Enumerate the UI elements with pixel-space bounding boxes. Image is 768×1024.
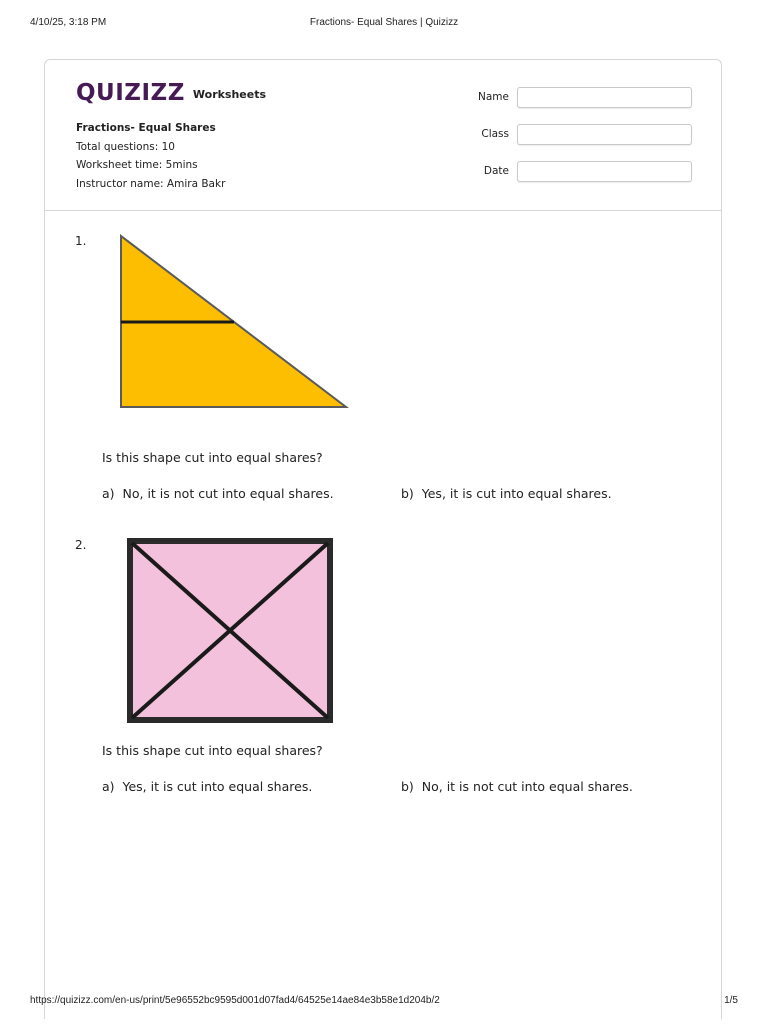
square-image [126, 537, 334, 725]
date-input[interactable] [517, 161, 692, 182]
worksheet-meta [76, 119, 225, 193]
print-footer [0, 995, 768, 1009]
worksheet-header [45, 60, 721, 211]
question-prompt: Is this shape cut into equal shares? [102, 743, 323, 758]
name-input[interactable] [517, 87, 692, 108]
print-header [0, 17, 768, 31]
question-number: 2. [75, 538, 87, 552]
logo-wordmark: QUIZIZZ [76, 80, 185, 106]
quizizz-logo [76, 79, 266, 107]
date-field-row [445, 161, 693, 183]
class-label: Class [481, 128, 509, 140]
option-text: No, it is not cut into equal shares. [122, 486, 334, 501]
class-input[interactable] [517, 124, 692, 145]
option-b [401, 779, 633, 794]
option-a [102, 486, 334, 501]
logo-tagline: Worksheets [192, 87, 267, 101]
option-text: Yes, it is cut into equal shares. [122, 779, 313, 794]
page-number: 1/5 [724, 995, 738, 1006]
print-datetime: 4/10/25, 3:18 PM [30, 17, 107, 28]
total-questions: Total questions: 10 [76, 140, 175, 153]
question-prompt: Is this shape cut into equal shares? [102, 450, 323, 465]
print-title: Fractions- Equal Shares | Quizizz [309, 17, 459, 28]
name-field-row [445, 87, 693, 109]
class-field-row [445, 124, 693, 146]
option-letter: a) [102, 779, 115, 794]
triangle-image [118, 234, 350, 410]
date-label: Date [483, 165, 509, 177]
option-b [401, 486, 612, 501]
print-url: https://quizizz.com/en-us/print/5e96552bc9595d001d07fad4/64525e14ae84e3b58e1d204b/2 [30, 995, 440, 1006]
question-number: 1. [75, 234, 87, 248]
option-letter: a) [102, 486, 115, 501]
option-text: Yes, it is cut into equal shares. [421, 486, 612, 501]
worksheet-time: Worksheet time: 5mins [76, 159, 198, 171]
option-letter: b) [401, 486, 414, 501]
option-text: No, it is not cut into equal shares. [421, 779, 633, 794]
name-label: Name [478, 91, 509, 103]
option-letter: b) [401, 779, 414, 794]
worksheet-title: Fractions- Equal Shares [76, 122, 216, 134]
option-a [102, 779, 312, 794]
instructor-name: Instructor name: Amira Bakr [76, 177, 226, 190]
